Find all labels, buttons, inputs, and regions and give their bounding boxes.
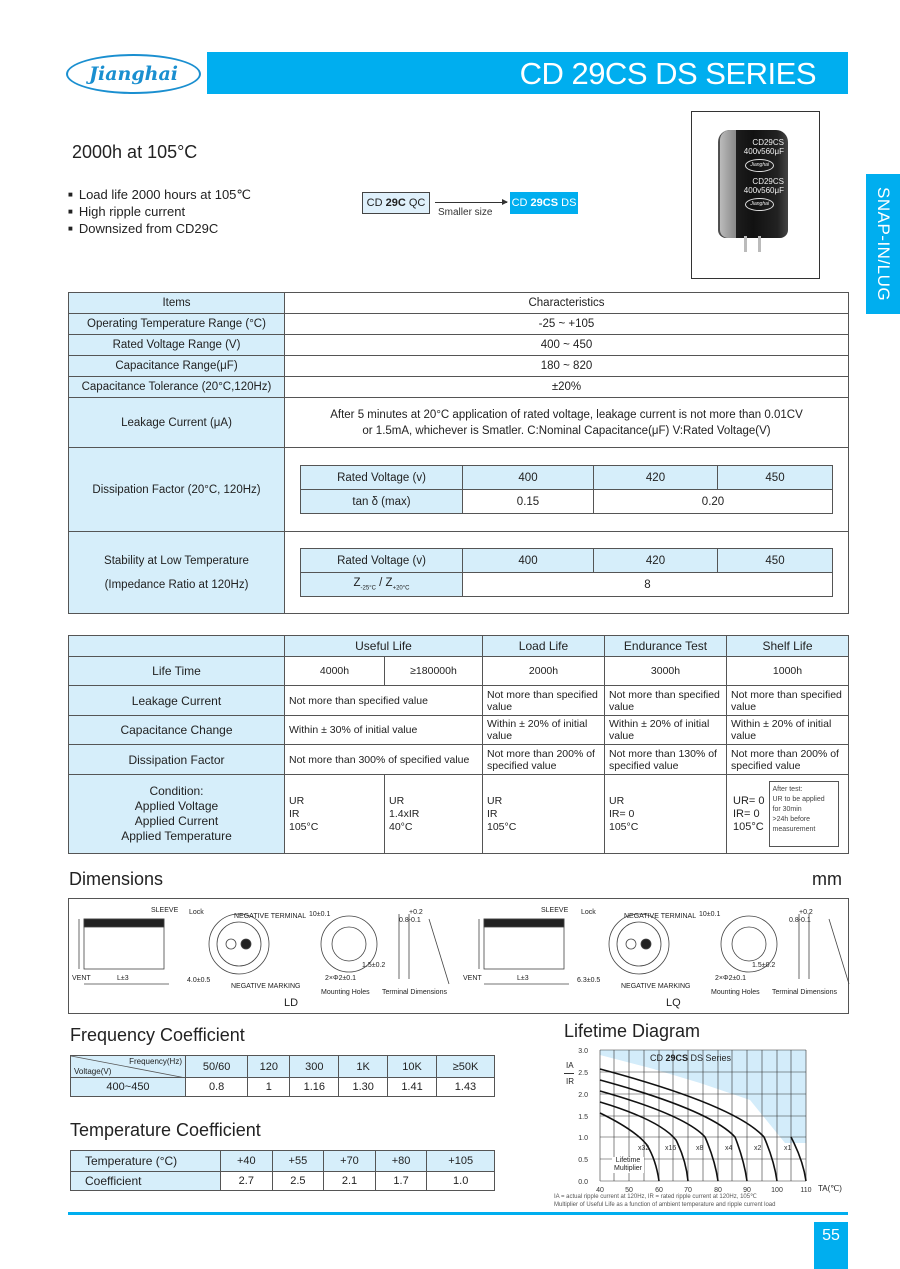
header-shelf-life: Shelf Life [727,636,849,657]
terminal-base-label: 1.5±0.2 [362,962,386,969]
row-label: Life Time [69,657,285,686]
spec-item: Operating Temperature Range (°C) [69,314,285,335]
spec-table [68,292,849,614]
negative-terminal-label: NEGATIVE TERMINAL [624,913,697,920]
spec-value: After 5 minutes at 20°C application of rated voltage, leakage current is not more than 0.01CV or 1.5mA, whichever is Smatler. C:Nominal Capacitance(μF) V:Rated Voltage(V) [285,398,849,448]
vent-label: VENT [72,975,91,982]
feature-item: ■ High ripple current [68,204,251,221]
drawing-code-ld: LD [284,997,299,1009]
negative-marking-label: NEGATIVE MARKING [231,983,301,990]
series-title: CD 29CS DS SERIES [207,52,848,94]
spec-item: Capacitance Range(μF) [69,356,285,377]
header-characteristics: Characteristics [285,293,849,314]
header-useful-life: Useful Life [285,636,483,657]
spec-item: Capacitance Tolerance (20°C,120Hz) [69,377,285,398]
svg-text:1.5: 1.5 [578,1114,588,1121]
svg-text:2.0: 2.0 [578,1092,588,1099]
predecessor-series-box: CD 29C QC [362,192,430,214]
feature-item: ■ Load life 2000 hours at 105℃ [68,187,251,204]
hole-pitch-label: 10±0.1 [309,911,331,918]
life-test-table: Useful Life Load Life Endurance Test Shelf Life Life Time 4000h ≥180000h 2000h 3000h 1000h Leakage Current Not more than specified value Not more than specified value Not more than specified value Not more than specified value Capacitance Change Within ± 30% of initial value Within ± 20% of initial value Within ± 20% of initial value Within ± 20% of initial value Dissipation Factor Not more than 300% of specified value Not more than 200% of specified value Not more than 130% of specified value Not more than 200% of specified value Condition: Applied Voltage Applied Current Applied Temperature UR IR 105°C UR 1.4xIR 40°C UR IR 105°C UR IR= 0 105°C UR= 0 IR= 0 105°C After test: UR to be applied for 30min >24h before measurement [68,635,849,854]
negative-terminal-label: NEGATIVE TERMINAL [234,913,307,920]
negative-marking-label: NEGATIVE MARKING [621,983,691,990]
terminal-dims-label: Terminal Dimensions [772,989,837,996]
mounting-holes-label: Mounting Holes [321,989,370,996]
spec-item: Stability at Low Temperature (Impedance Ratio at 120Hz) [69,532,285,614]
length-label: L±3 [517,975,529,982]
spec-value: ±20% [285,377,849,398]
svg-text:60: 60 [655,1187,663,1194]
terminal-dims-label: Terminal Dimensions [382,989,447,996]
terminal-width-label: 0.8-0.1 [399,917,421,924]
corner-cell: Frequency(Hz) Voltage(V) [71,1056,186,1078]
svg-text:x16: x16 [665,1145,677,1152]
sleeve-label: SLEEVE [541,907,569,914]
header-items: Items [69,293,285,314]
row-label: Dissipation Factor [69,745,285,775]
arrow-label: Smaller size [438,207,493,218]
lifetime-chart [550,1045,850,1210]
svg-text:70: 70 [684,1187,692,1194]
y-axis-label-bottom: IR [566,1077,574,1086]
svg-text:0.0: 0.0 [578,1179,588,1186]
row-label: Capacitance Change [69,716,285,745]
frequency-coefficient-table: Frequency(Hz) Voltage(V) 50/60 120 300 1K 10K ≥50K 400~450 0.8 1 1.16 1.30 1.41 1.43 [70,1055,495,1097]
dimensions-title: Dimensions [69,869,164,889]
y-axis-label-top: IA [566,1061,574,1070]
spec-value: 400 ~ 450 [285,335,849,356]
dimension-drawing-svg [69,899,850,1015]
tolerance-label: +0.2 [799,909,813,916]
capacitor-image: CD29CS 400v560μF Jianghai CD29CS 400v560μF Jianghai [718,130,788,238]
subtitle: 2000h at 105°C [72,142,198,162]
feature-list [68,187,251,238]
terminal-width-label: 0.8-0.1 [789,917,811,924]
chart-note: IA = actual ripple current at 120Hz, IR = rated ripple current at 120Hz, 105℃ Multiplier of Useful Life as a function of ambient temperature and ripple current load [554,1194,776,1208]
svg-text:100: 100 [771,1187,783,1194]
temperature-coefficient-title: Temperature Coefficient [70,1120,261,1140]
dissipation-table: Rated Voltage (v) 400 420 450 tan δ (max) 0.15 0.20 [300,465,833,514]
svg-text:40: 40 [596,1187,604,1194]
stability-table: Rated Voltage (v) 400 420 450 $Z_{-25^\circ C} / Z_{+20^\circ C}$ 8 [300,548,833,597]
spec-value: -25 ~ +105 [285,314,849,335]
header-endurance-test: Endurance Test [605,636,727,657]
svg-text:50: 50 [625,1187,633,1194]
temperature-coefficient-table: Temperature (°C) +40 +55 +70 +80 +105 Coefficient 2.7 2.5 2.1 1.7 1.0 [70,1150,495,1191]
chart-series-label: CD 29CS DS Series [650,1053,732,1063]
dissipation-cell [285,448,849,532]
svg-text:3.0: 3.0 [578,1048,588,1055]
header-load-life: Load Life [483,636,605,657]
lifetime-chart-svg [550,1045,850,1210]
footer-rule [68,1212,848,1215]
stability-cell [285,532,849,614]
spec-item: Rated Voltage Range (V) [69,335,285,356]
mounting-holes-label: Mounting Holes [711,989,760,996]
spec-item: Dissipation Factor (20°C, 120Hz) [69,448,285,532]
svg-text:x4: x4 [725,1145,733,1152]
lifetime-diagram-title: Lifetime Diagram [564,1021,701,1041]
dimension-drawings [68,898,849,1014]
page-number: 55 [814,1222,848,1269]
svg-text:2.5: 2.5 [578,1070,588,1077]
current-series-box: CD 29CS DS [510,192,578,214]
frequency-coefficient-title: Frequency Coefficient [70,1025,245,1045]
tolerance-label: +0.2 [409,909,423,916]
sleeve-label: SLEEVE [151,907,179,914]
dimensions-unit: mm [812,869,842,889]
category-tab: SNAP-IN/LUG [866,174,900,314]
arrow-icon [435,202,507,203]
lock-label: Lock [581,909,596,916]
holes-label: 2×Φ2±0.1 [715,975,747,982]
lead-dim-label: 4.0±0.5 [187,977,211,984]
spec-item: Leakage Current (μA) [69,398,285,448]
lead-dim-label: 6.3±0.5 [577,977,601,984]
svg-text:x1: x1 [784,1145,792,1152]
svg-text:x8: x8 [696,1145,704,1152]
jianghai-logo: Jianghai [66,54,201,94]
svg-text:0.5: 0.5 [578,1157,588,1164]
length-label: L±3 [117,975,129,982]
feature-item: ■ Downsized from CD29C [68,221,251,238]
vent-label: VENT [463,975,482,982]
svg-text:x32: x32 [638,1145,650,1152]
holes-label: 2×Φ2±0.1 [325,975,357,982]
row-label: Condition: Applied Voltage Applied Current Applied Temperature [69,775,285,854]
drawing-code-lq: LQ [666,997,681,1009]
spec-value: 180 ~ 820 [285,356,849,377]
svg-text:110: 110 [800,1187,812,1194]
product-photo [691,111,820,279]
shelf-note: After test: UR to be applied for 30min >24h before measurement [769,781,839,847]
svg-text:80: 80 [714,1187,722,1194]
lock-label: Lock [189,909,204,916]
hole-pitch-label: 10±0.1 [699,911,721,918]
x-axis-label: TA(℃) [818,1184,842,1193]
svg-text:x2: x2 [754,1145,762,1152]
terminal-base-label: 1.5±0.2 [752,962,776,969]
multiplier-label: Lifetime Multiplier [614,1157,643,1172]
svg-text:90: 90 [743,1187,751,1194]
row-label: Leakage Current [69,686,285,716]
svg-text:1.0: 1.0 [578,1135,588,1142]
